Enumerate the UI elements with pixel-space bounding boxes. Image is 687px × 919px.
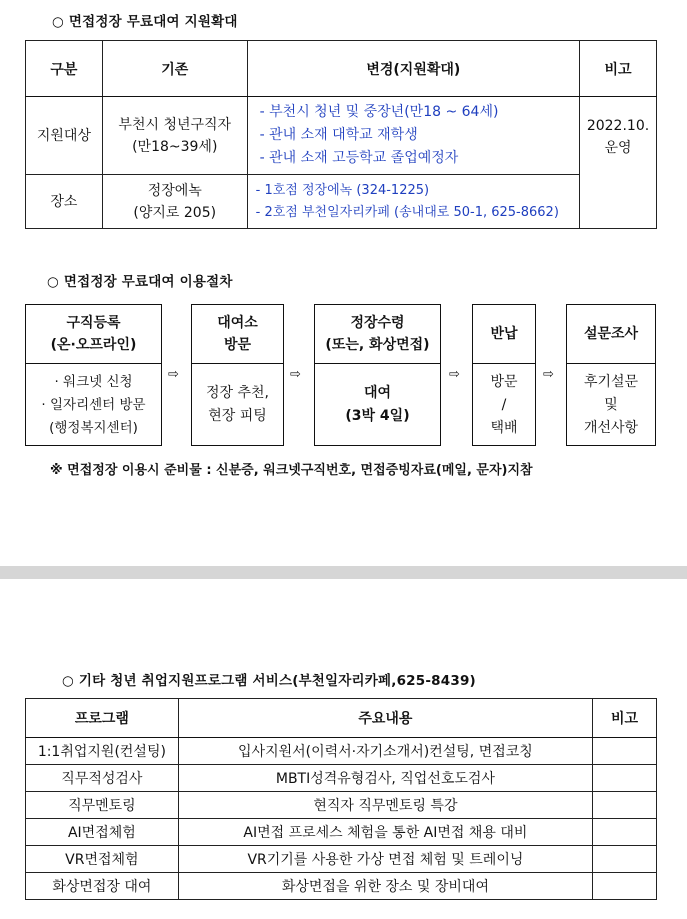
step-detail: 및 (604, 396, 618, 413)
support-expansion-table (25, 40, 657, 229)
step-title: 구직등록 (66, 315, 121, 331)
change-line: - 관내 소재 대학교 재학생 (259, 127, 418, 143)
table-row (26, 175, 657, 229)
arrow-icon: ⇨ (290, 367, 301, 382)
step-detail: 택배 (490, 419, 518, 436)
table-row (26, 819, 657, 846)
row-note (580, 97, 657, 229)
program-content: AI면접 프로세스 체험을 통한 AI면접 채용 대비 (178, 819, 592, 846)
step-detail: (행정복지센터) (49, 419, 138, 436)
step-title: 반납 (490, 326, 518, 342)
row-existing (102, 175, 247, 229)
preparation-note: ※ 면접정장 이용시 준비물 : 신분증, 워크넷구직번호, 면접증빙자료(메일, 문자)지참 (50, 463, 533, 478)
program-note (593, 738, 657, 765)
step-detail: (3박 4일) (345, 408, 410, 424)
program-content: 화상면접을 위한 장소 및 장비대여 (178, 873, 592, 900)
program-name: VR면접체험 (26, 846, 179, 873)
change-line: - 부천시 청년 및 중장년(만18 ~ 64세) (259, 104, 499, 120)
header-category: 구분 (26, 41, 103, 97)
row-changes (247, 97, 579, 175)
change-line: - 2호점 부천일자리카페 (송내대로 50-1, 625-8662) (255, 204, 559, 220)
program-note (593, 765, 657, 792)
procedure-step-visit (191, 304, 284, 446)
step-detail: · 워크넷 신청 (54, 373, 133, 390)
note-line: 운영 (604, 140, 632, 156)
step-detail: 대여 (363, 385, 392, 401)
step-detail: / (501, 396, 507, 413)
procedure-step-receive (314, 304, 441, 446)
step-title: 방문 (223, 337, 252, 353)
header-existing: 기존 (102, 41, 247, 97)
step-title: 대여소 (217, 315, 258, 331)
page-divider (0, 566, 687, 579)
procedure-step-return (472, 304, 536, 446)
row-category: 장소 (26, 175, 103, 229)
step-detail: 현장 피팅 (208, 408, 267, 424)
programs-table (25, 698, 657, 900)
note-line: 2022.10. (586, 118, 650, 134)
program-content: 입사지원서(이력서·자기소개서)컨설팅, 면접코칭 (178, 738, 592, 765)
header-changes: 변경(지원확대) (247, 41, 579, 97)
arrow-icon: ⇨ (168, 367, 179, 382)
table-header-row (26, 41, 657, 97)
step-title: (또는, 화상면접) (325, 337, 430, 353)
existing-line: (만18~39세) (132, 138, 218, 155)
program-name: 직무멘토링 (26, 792, 179, 819)
program-name: 화상면접장 대여 (26, 873, 179, 900)
step-title: 정장수령 (350, 315, 405, 331)
section-title-expansion: ○ 면접정장 무료대여 지원확대 (52, 14, 238, 30)
procedure-step-survey (566, 304, 656, 446)
existing-line: (양지로 205) (133, 204, 217, 221)
program-name: AI면접체험 (26, 819, 179, 846)
change-line: - 관내 소재 고등학교 졸업예정자 (259, 150, 459, 166)
step-detail: 개선사항 (583, 419, 639, 436)
section-title-procedure: ○ 면접정장 무료대여 이용절차 (47, 274, 233, 290)
program-content: MBTI성격유형검사, 직업선호도검사 (178, 765, 592, 792)
table-row (26, 97, 657, 175)
step-detail: 후기설문 (583, 373, 639, 390)
table-row (26, 765, 657, 792)
program-note (593, 792, 657, 819)
header-program: 프로그램 (26, 699, 179, 738)
step-title: 설문조사 (583, 326, 639, 342)
header-content: 주요내용 (178, 699, 592, 738)
row-changes (247, 175, 579, 229)
table-row (26, 738, 657, 765)
table-header-row (26, 699, 657, 738)
procedure-step-register (25, 304, 162, 446)
row-existing (102, 97, 247, 175)
program-note (593, 873, 657, 900)
program-note (593, 819, 657, 846)
table-row (26, 873, 657, 900)
program-content: 현직자 직무멘토링 특강 (178, 792, 592, 819)
step-title: (온·오프라인) (50, 337, 137, 353)
table-row (26, 846, 657, 873)
step-detail: 정장 추천, (206, 385, 269, 401)
change-line: - 1호점 정장에녹 (324-1225) (255, 182, 430, 198)
section-title-programs: ○ 기타 청년 취업지원프로그램 서비스(부천일자리카페,625-8439) (62, 673, 476, 689)
table-row (26, 792, 657, 819)
step-detail: 방문 (490, 373, 518, 390)
row-category: 지원대상 (26, 97, 103, 175)
header-note: 비고 (593, 699, 657, 738)
arrow-icon: ⇨ (449, 367, 460, 382)
program-note (593, 846, 657, 873)
step-detail: · 일자리센터 방문 (41, 396, 146, 413)
header-note: 비고 (580, 41, 657, 97)
program-name: 직무적성검사 (26, 765, 179, 792)
program-content: VR기기를 사용한 가상 면접 체험 및 트레이닝 (178, 846, 592, 873)
existing-line: 정장에녹 (147, 182, 202, 199)
existing-line: 부천시 청년구직자 (118, 116, 232, 133)
arrow-icon: ⇨ (543, 367, 554, 382)
program-name: 1:1취업지원(컨설팅) (26, 738, 179, 765)
